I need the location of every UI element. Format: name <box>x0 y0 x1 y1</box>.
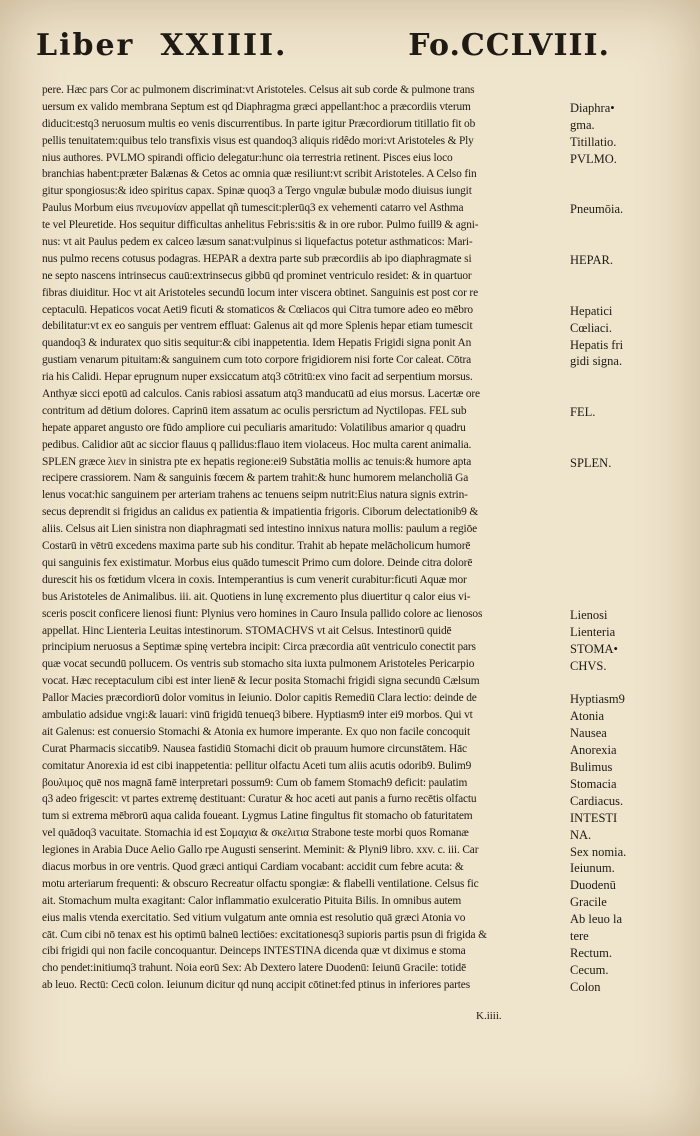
margin-note: gma. <box>570 117 595 132</box>
margin-note: Rectum. <box>570 945 613 960</box>
text-line: cho pendet:initiumq3 trahunt. Noia eorū Sex: Ab Dextero latere Duodenū: Ieiunū Gracile: totidē <box>42 962 467 975</box>
text-line: q3 adeo frigescit: vt partes extremę destituant: Curatur & hoc aceti aut panis a furno recētis olfactu <box>42 793 477 806</box>
text-line: SPLEN græce λιεν in sinistra pte ex hepatis regione:ei9 Substātia mollis ac tenuis:& humore apta <box>42 455 472 468</box>
text-line: eius malis vtenda exercitatio. Sed vitium vulgatum ante omnia est resolutio quā græci Atonia vo <box>42 911 466 924</box>
text-line: Pallor Macies præcordiorū dolor vomitus in Ieiunio. Dolor capitis Remediū Clara lectio: deinde de <box>42 692 477 705</box>
margin-note: HEPAR. <box>570 253 613 267</box>
text-line: sceris poscit conficere lienosi fiunt: Plynius vero homines in Cauro Insula pallido colore ac lienosos <box>42 607 483 620</box>
margin-note: Anorexia <box>570 743 617 758</box>
text-line: pedibus. Calidior aūt ac siccior flauus q pallidus:flauo item violaceus. Hoc multa carent animalia. <box>42 438 472 451</box>
margin-note: SPLEN. <box>570 455 612 470</box>
header-folio: Fo.CCLVIII. <box>408 28 610 63</box>
text-line: motu arteriarum frequenti: & obscuro Recreatur olfactu spongiæ: & flabelli ventilatione. Celsus fic <box>42 877 479 890</box>
header-liber: Liber <box>36 28 135 63</box>
text-line: quandoq3 & induratex quo sitis sequitur:& cibi inappetentia. Idem Hepatis Frigidi signa ponit An <box>42 337 472 350</box>
text-line: ait. Stomachum multa exagitant: Calor inflammatio exulceratio Pituita Bilis. In omnibus autem <box>42 894 462 907</box>
margin-note: Lienosi <box>570 607 608 622</box>
text-line: Anthyæ sicci epotū ad calculos. Canis rabiosi assatum atq3 manducatū ad eius morsus. Lacertæ ore <box>42 388 480 401</box>
text-line: te vel Pleuretide. Hos sequitur difficultas anhelitus Febris:sitis & in ore rubor. Pulmo fuill9 & agni- <box>42 219 479 232</box>
text-line: Costarū in vētrū excedens maxima parte sub his conditur. Trahit ab hepate melācholicum humorē <box>42 540 471 553</box>
text-line: ait Galenus: est conuersio Stomachi & Atonia ex humore imperante. Ex quo non facile concoquit <box>42 725 470 738</box>
text-line: vocat. Hæc receptaculum cibi est inter lienē & Iecur posita Stomachi frigidi signa secundū Cælsum <box>42 675 480 688</box>
text-line: quæ vocat secundū pollucem. Os ventris sub stomacho sita iuxta pulmonem Aristoteles Pericarpio <box>42 658 475 671</box>
text-line: pellis tenuitatem:quibus telo transfixis visus est quandoq3 aliquis ridêdo mori:vt Aristoteles & Ply <box>42 134 474 147</box>
margin-note: Ieiunum. <box>570 861 615 876</box>
text-line: nus: vt ait Paulus pedem ex calceo læsum sanat:vulpinus si liquefactus potetur asthmaticos: Mari- <box>42 236 473 249</box>
text-line: qui sanguinis fex existimatur. Morbus eius quādo tumescit Primo cum dolore. Deinde citra dolorē <box>42 556 473 569</box>
margin-note: Hepatici <box>570 303 613 318</box>
main-text-block <box>42 82 566 994</box>
margin-note: Sex nomia. <box>570 844 627 859</box>
text-line: recipere crassiorem. Nam & sanguinis fœcem & partem trahit:& hunc humorem melancholiā Ga <box>42 472 469 485</box>
margin-note: Nausea <box>570 726 607 741</box>
margin-note: Titillatio. <box>570 134 617 149</box>
text-line: Curat Pharmacis siccatib9. Nausea fastidiū Stomachi dicit ob prauum humore circunstātem. Hāc <box>42 742 467 755</box>
text-line: ab leuo. Rectū: Cecū colon. Ieiunum dicitur qd nunq accipit cōtinet:fed ptinus in inferiores partes <box>42 979 470 992</box>
text-line: nius authores. PVLMO spirandi officio delegatur:hunc oia terrestria retinent. Pisces eius loco <box>42 151 453 164</box>
text-line: diducit:estq3 neruosum multis eo venis discurrentibus. In parte igitur Præcordiorum titillatio fit ob <box>42 117 476 130</box>
margin-note: Bulimus <box>570 760 613 774</box>
margin-note: INTESTI <box>570 810 618 825</box>
margin-note: Pneumōia. <box>570 202 624 217</box>
text-line: vel quādoq3 vacuitate. Stomachia id est Σομαχια & σκελιτια Strabone teste morbi quos Romanæ <box>42 827 469 840</box>
text-line: nus pulmo recens cotusus podagras. HEPAR a dextra parte sub præcordiis ab ipo diaphragmate si <box>42 252 472 265</box>
margin-note: NA. <box>570 827 592 842</box>
margin-note: Cardiacus. <box>570 793 624 808</box>
text-line: Paulus Morbum eius πνευμονίαν appellat qñ tumescit:plerūq3 ex vehementi catarro vel Asthma <box>42 202 464 215</box>
text-line: fibras diuiditur. Hoc vt ait Aristoteles secundū locum inter viscera obtinet. Sanguinis est post cor re <box>42 286 478 299</box>
text-line: uersum ex valido membrana Septum est qd Diaphragma græci appellant:hoc a præcordiis vterum <box>42 100 471 113</box>
margin-note: Cœliaci. <box>570 320 613 335</box>
margin-note: Stomacia <box>570 776 617 791</box>
text-line: appellat. Hinc Lienteria Leuitas intestinorum. STOMACHVS vt ait Celsus. Intestinorū quidē <box>42 624 452 637</box>
text-line: lenus vocat:hic sanguinem per arteriam trahens ac tenuens seipm nutrit:Eius natura signis extrin- <box>42 489 468 502</box>
margin-note: Ab leuo la <box>570 912 623 927</box>
margin-note: Gracile <box>570 895 607 910</box>
margin-note: FEL. <box>570 405 596 420</box>
margin-note: Atonia <box>570 709 605 724</box>
margin-note: Duodenū <box>570 878 616 893</box>
text-line: legiones in Arabia Duce Aelio Gallo rpe Augusti senserint. Meminit: & Plyni9 libro. xxv. c. iii. Car <box>42 844 479 857</box>
text-line: diacus morbus in ore ventris. Quod græci antiqui Cardiam vocabant: accidit cum febre acuta: & <box>42 860 464 873</box>
margin-note: CHVS. <box>570 658 607 673</box>
text-line: ria his Calidi. Hepar eprugnum nuper exsiccatum atq3 cōtritū:ex vino facit ad serpentium morsus. <box>42 371 473 384</box>
text-line: gustiam venarum pituitam:& sanguinem cum toto corpore frigidiorem nisi forte Cor caleat. Cōtra <box>42 354 472 367</box>
text-line: principium neruosus a Septimæ spinę vertebra incipit: Circa præcordia aūt ventriculo conectit pars <box>42 641 476 654</box>
text-line: ambulatio adsidue vngi:& lauari: vinū frigidū tenueq3 bibere. Hyptiasm9 inter ei9 morbos. Qui vt <box>42 708 473 721</box>
text-line: branchias habent:præter Balænas & Cetos ac omnia quæ resiliunt:vt scribit Aristoteles. A Celso fin <box>42 168 477 181</box>
margin-note: STOMA• <box>570 641 618 656</box>
text-line: ne septo nascens intrinsecus cauū:extrinsecus gibbū qd prominet ventriculo residet: & in quartuor <box>42 269 472 282</box>
text-line: ceptaculū. Hepaticos vocat Aeti9 ficuti & stomaticos & Cœliacos qui Citra tumore adeo eo mēbro <box>42 303 473 316</box>
margin-note: Lienteria <box>570 624 616 639</box>
text-line: bus Aristoteles de Animalibus. iii. ait. Quotiens in lunę excremento plus diuertitur q calor eius vi- <box>42 590 471 603</box>
header-book-label <box>36 28 288 63</box>
text-line: hepate apparet angusto ore fūdo ampliore cui peculiaris amaritudo: Volatilibus amarior q quadru <box>42 421 466 434</box>
signature-mark: K.iiii. <box>476 1010 502 1022</box>
margin-note: PVLMO. <box>570 151 617 166</box>
text-line: tum si extrema mēbrorū aqua calida foueant. Lygmus Latine fingultus fit stomacho ob faturitatem <box>42 810 473 823</box>
margin-note: Hepatis fri <box>570 337 624 352</box>
margin-notes <box>564 82 669 1002</box>
text-line: debilitatur:vt ex eo sanguis per ventrem effluat: Galenus ait qd more Splenis hepar etiam tumescit <box>42 320 473 333</box>
margin-note: Diaphra• <box>570 100 615 115</box>
text-line: pere. Hæc pars Cor ac pulmonem discriminat:vt Aristoteles. Celsus ait sub corde & pulmone trans <box>42 84 475 96</box>
header-book-number: XXIIII. <box>160 28 288 63</box>
text-line: durescit his os fœtidum vlcera in coxis. Intemperantius is cum venerit curabitur:ficuti Aquæ mor <box>42 573 467 586</box>
text-line: gitur spongiosus:& ideo spiritus capax. Spinæ quoq3 a Tergo vngulæ bubulæ modo diuisus iungit <box>42 185 472 198</box>
margin-note: tere <box>570 929 589 943</box>
text-line: cāt. Cum cibi nō tenax est his optimū balneū lectiōes: excitationesq3 supioris partis psun di frigida & <box>42 928 487 941</box>
margin-note: gidi signa. <box>570 354 623 369</box>
text-line: cibi frigidi qui non facile concoquantur. Deinceps INTESTINA dicenda quæ vt diximus e stoma <box>42 945 466 958</box>
text-line: aliis. Celsus ait Lien sinistra non diaphragmati sed intestino innixus natura mollis: paulum a regiōe <box>42 523 478 536</box>
text-line: secus deprendit si frigidus an calidus ex patientia & impatientia frigoris. Ciborum delectationib9 & <box>42 506 479 519</box>
margin-note: Colon <box>570 979 601 994</box>
margin-note: Cecum. <box>570 962 609 977</box>
running-header <box>36 28 610 72</box>
margin-note: Hyptiasm9 <box>570 692 625 707</box>
text-line: βουλιμος quē nos magnā famē interpretari possum9: Cum ob famem Stomach9 deficit: paulatim <box>42 776 468 789</box>
text-line: comitatur Anorexia id est cibi inappetentia: pellitur olfactu Aceti tum aliis acutis odorib9. Bulim9 <box>42 759 472 772</box>
text-line: contritum ad dētium dolores. Caprinū item assatum ac oculis persrictum ad Nyctilopas. FEL sub <box>42 404 467 417</box>
